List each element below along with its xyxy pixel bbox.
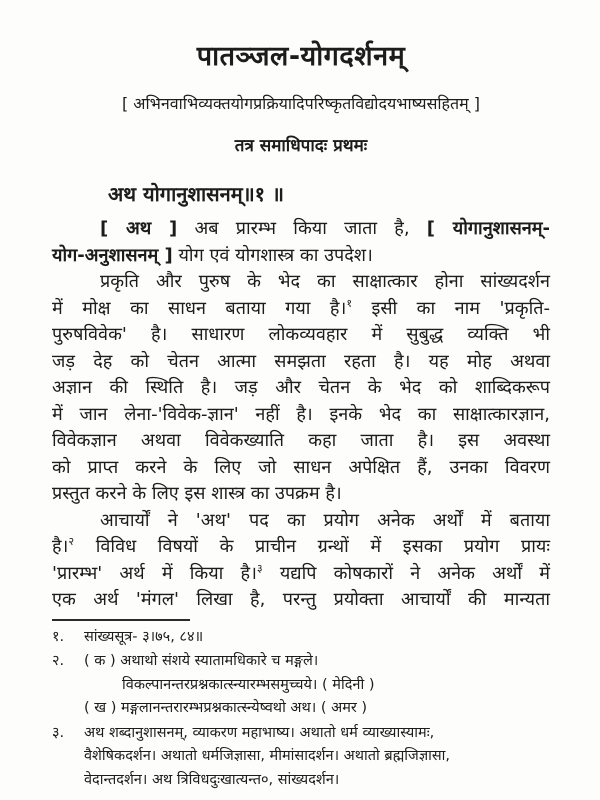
page-title: पातञ्जल-योगदर्शनम्	[196, 41, 406, 72]
footnote-item-1	[52, 626, 550, 650]
text-line	[52, 243, 550, 270]
footnote-number: २.	[52, 653, 65, 669]
sutra-heading: अथ योगानुशासनम्॥१ ॥	[108, 182, 285, 206]
body-text: विविध विषयों के प्राचीन ग्रन्थों में इसका प्रयोग प्रायः	[74, 536, 550, 557]
body-text: इसी का नाम 'प्रकृति-	[352, 297, 550, 319]
footnote-text	[84, 626, 550, 650]
body-text: में मोक्ष का साधन बताया गया है।	[52, 297, 347, 319]
page-content	[52, 38, 550, 792]
body-text: यद्यपि कोषकारों ने अनेक अर्थों में	[262, 562, 550, 584]
footnote-line: अथ शब्दानुशासनम्, व्याकरण महाभाष्य। अथातो धर्म व्याख्यास्यामः,	[84, 724, 435, 741]
paragraph-commentary-1	[52, 269, 550, 508]
footnote-marker-2: २	[68, 535, 75, 548]
gloss-term: [ योगानुशासनम्-	[426, 218, 550, 239]
gloss-term: योग-अनुशासनम् ]	[52, 244, 173, 266]
footnote-line: ( क ) अथाथो संशये स्यातामधिकारे च मङ्गले।	[84, 653, 319, 669]
text-line: आचार्यों ने 'अथ' पद का प्रयोग अनेक अर्थों में बताया	[100, 509, 550, 531]
text-line	[52, 296, 550, 323]
footnote-number: १.	[52, 628, 65, 645]
footnote-line: विकल्पानन्तरप्रश्नकात्स्न्यारम्भसमुच्चये। ( मेदिनी )	[122, 676, 375, 693]
footnote-item-2	[52, 650, 550, 721]
footnote-marker-3: ३	[256, 561, 263, 575]
footnote-line: ( ख ) मङ्गलानन्तरारम्भप्रश्नकात्स्न्येष्वथो अथ। ( अमर )	[84, 700, 368, 716]
text-line: प्रकृति और पुरुष के भेद का साक्षात्कार होना सांख्यदर्शन	[100, 271, 550, 292]
chapter-heading: तत्र समाधिपादः प्रथमः	[234, 136, 368, 156]
footnote-line: सांख्यसूत्र- ३।७५, ८४॥	[84, 628, 204, 645]
gloss-text: अब प्रारम्भ किया जाता है,	[177, 218, 427, 239]
footnote-line: वेदान्तदर्शन। अथ त्रिविधदुःखात्यन्त०, सांख्यदर्शन।	[84, 771, 340, 788]
paragraph-gloss	[52, 216, 550, 269]
text-line	[52, 534, 550, 561]
text-line: पुरुषविवेक' है। साधारण लोकव्यवहार में सुबुद्ध व्यक्ति भी	[52, 324, 550, 345]
text-line: प्रस्तुत करने के लिए इस शास्त्र का उपक्रम है।	[52, 483, 342, 504]
footnote-text	[84, 722, 550, 793]
text-line: विवेकज्ञान अथवा विवेकख्याति कहा जाता है। इस अवस्था	[52, 430, 550, 451]
subtitle-commentary-name: [ अभिनवाभिव्यक्तयोगप्रक्रियादिपरिष्कृतविद्योदयभाष्यसहितम् ]	[121, 94, 481, 113]
text-line: में जान लेना-'विवेक-ज्ञान' नहीं है। इनके भेद का साक्षात्कारज्ञान,	[52, 403, 550, 425]
footnote-marker-1: १	[346, 296, 353, 310]
footnote-item-3	[52, 722, 550, 793]
text-line: को प्राप्त करने के लिए जो साधन अपेक्षित हैं, उनका विवरण	[52, 456, 550, 478]
text-line: एक अर्थ 'मंगल' लिखा है, परन्तु प्रयोक्ता आचार्यों की मान्यता	[52, 589, 550, 610]
footnote-separator	[52, 619, 190, 621]
text-line: अज्ञान की स्थिति है। जड़ और चेतन के भेद को शाब्दिकरूप	[52, 377, 550, 398]
body-text: 'प्रारम्भ' अर्थ में किया है।	[52, 562, 257, 584]
footnote-number: ३.	[52, 724, 65, 741]
gloss-term: [ अथ ]	[100, 218, 178, 239]
paragraph-commentary-2	[52, 508, 550, 614]
text-line: जड़ देह को चेतन आत्मा समझता रहता है। यह मोह अथवा	[52, 350, 550, 372]
text-line	[52, 561, 550, 588]
footnotes-section	[52, 626, 550, 793]
text-line	[52, 216, 550, 243]
footnote-line: वैशेषिकदर्शन। अथातो धर्मजिज्ञासा, मीमांसादर्शन। अथातो ब्रह्मजिज्ञासा,	[84, 748, 451, 764]
gloss-text: योग एवं योगशास्त्र का उपदेश।	[172, 244, 373, 266]
footnote-text	[84, 650, 550, 721]
body-text: है।	[52, 536, 69, 557]
